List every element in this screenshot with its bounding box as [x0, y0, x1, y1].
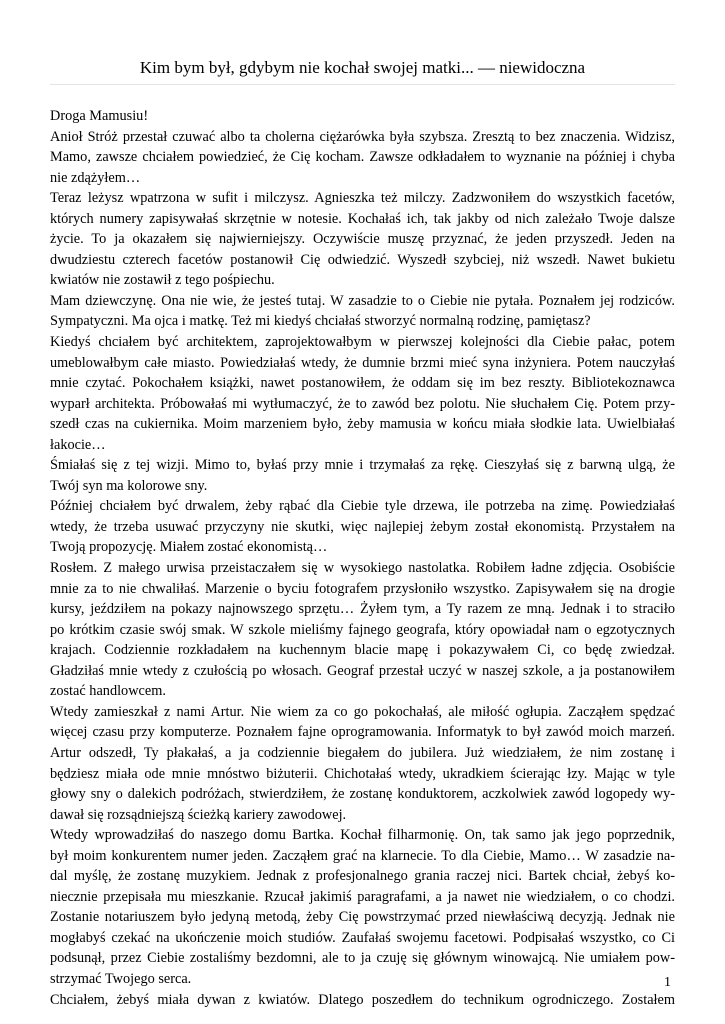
- text-line: umeblowałbym całe miasto. Powiedziałaś wtedy, że dumnie brzmi mieć syna inżyniera. Potem nauczyłaś: [50, 354, 675, 371]
- text-line: Anioł Stróż przestał czuwać albo ta cholerna ciężarówka była szybsza. Zresztą to bez znaczenia. Widzisz,: [50, 128, 675, 145]
- text-line: łakocie…: [50, 436, 106, 453]
- text-line: Mam dziewczynę. Ona nie wie, że jesteś tutaj. W zasadzie to o Ciebie nie pytała. Poznałem jej rodziców.: [50, 292, 675, 309]
- text-line: Gładziłaś mnie wtedy z czułością po włosach. Geograf przestał uczyć w naszej szkole, a ja postanowiłem: [50, 662, 675, 679]
- page-header-title: Kim bym był, gdybym nie kochał swojej matki... — niewidoczna: [139, 58, 586, 77]
- text-line: dal myślę, że zostanę muzykiem. Jednak z profesjonalnego grania raczej nici. Bartek chciał, żebyś ko-: [50, 868, 675, 885]
- text-line: Zostanie notariuszem było jedyną metodą, żeby Cię powstrzymać przed niewłaściwą decyzją. Jednak nie: [50, 909, 675, 926]
- text-line: Wtedy zamieszkał z nami Artur. Nie wiem za co go pokochałaś, ale miłość ogłupia. Zacząłem spędzać: [50, 703, 675, 720]
- text-line: mogłabyś czekać na ukończenie moich studiów. Zaufałaś swojemu facetowi. Podpisałaś wszystko, co Ci: [50, 929, 675, 946]
- text-line: Mamo, zawsze chciałem powiedzieć, że Cię kocham. Zawsze odkładałem to wyznanie na później i chyba: [50, 149, 675, 166]
- text-line: strzymać Twojego serca.: [50, 970, 192, 987]
- text-line: będziesz miała ode mnie mnóstwo biżuterii. Chichotałaś wtedy, ukradkiem ścierając łzy. Mając w tyle: [50, 765, 675, 782]
- text-line: Teraz leżysz wpatrzona w sufit i milczysz. Agnieszka też milczy. Zadzwoniłem do wszystkich facetów,: [50, 190, 675, 207]
- text-line: dawał się rozsądniejszą ścieżką kariery zawodowej.: [50, 806, 347, 823]
- text-line: kursy, jeździłem na pokazy najnowszego sprzętu… Żyłem tym, a Ty razem ze mną. Jednak i to straciło: [50, 601, 675, 618]
- text-line: po krótkim czasie swój smak. W szkole mieliśmy fajnego geografa, który opowiadał nam o egzotycznych: [50, 621, 675, 638]
- text-line: szedł czas na cukiernika. Moim marzeniem było, żeby mamusia w końcu miała słodkie lata. Uwielbiałaś: [50, 416, 675, 433]
- text-line: wtedy, że trzeba usuwać przyczyny nie skutki, więc najlepiej żebym został ekonomistą. Przystałem na: [50, 518, 675, 535]
- text-line: życie. To ja okazałem się najwierniejszy. Oczywiście muszę przyznać, że jeden przyszedł. Jeden na: [50, 231, 675, 248]
- letter-body: [50, 106, 675, 1010]
- text-line: podsunął, przez Ciebie zostaliśmy bezdomni, ale to ja czuję się głównym winowajcą. Nie umiałem pow-: [50, 950, 675, 967]
- text-line: Śmiałaś się z tej wizji. Mimo to, byłaś przy mnie i trzymałaś za rękę. Cieszyłaś się z barwną ulgą, że: [50, 457, 675, 474]
- page-number: 1: [664, 975, 671, 990]
- text-line: Chciałem, żebyś miała dywan z kwiatów. Dlatego poszedłem do technikum ogrodniczego. Zostałem: [50, 991, 675, 1008]
- text-line: niecznie przepisała mu mieszkanie. Rzucał jakimiś paragrafami, a ja nawet nie wiedziałem, o co chodzi.: [50, 888, 675, 905]
- text-line: dwudziestu czterech facetów postanowił Cię odwiedzić. Wyszedł szybciej, niż wszedł. Nawet bukietu: [50, 251, 675, 268]
- text-line: zostać handlowcem.: [50, 683, 166, 700]
- text-line: Kiedyś chciałem być architektem, zaprojektowałbym w pierwszej kolejności dla Ciebie pałac, potem: [50, 334, 675, 351]
- text-line: mnie czytać. Pokochałem książki, nawet postanowiłem, że oddam się im bez reszty. Bibliotekoznawca: [50, 375, 675, 392]
- text-line: Później chciałem być drwalem, żeby rąbać dla Ciebie tyle drzewa, ile potrzeba na zimę. Powiedziałaś: [50, 498, 675, 515]
- text-line: Rosłem. Z małego urwisa przeistaczałem się w wysokiego nastolatka. Robiłem ładne zdjęcia. Osobiście: [50, 560, 675, 577]
- text-line: krajach. Codziennie rozkładałem na kuchennym blacie mapę i pokazywałem Ci, co będę zwiedzał.: [50, 642, 675, 659]
- text-line: nie zdążyłem…: [50, 169, 141, 186]
- text-line: Droga Mamusiu!: [50, 108, 149, 124]
- text-line: był moim konkurentem numer jeden. Zacząłem grać na klarnecie. To dla Ciebie, Mamo… W zasadzie na-: [50, 847, 675, 864]
- text-line: Sympatyczni. Ma ojca i matkę. Też mi kiedyś chciałaś stworzyć normalną rodzinę, pamiętasz?: [50, 313, 591, 330]
- text-line: Wtedy wprowadziłaś do naszego domu Bartka. Kochał filharmonię. On, tak samo jak jego poprzednik,: [50, 827, 675, 844]
- text-line: wyparł architekta. Próbowałaś mi wytłumaczyć, że to zawód bez polotu. Nie słuchałem Cię. Potem przy-: [50, 395, 675, 412]
- text-line: kwiatów nie zostawił z tego pośpiechu.: [50, 272, 275, 289]
- text-line: głowy sny o dalekich podróżach, stwierdziłem, że zostanę konduktorem, aczkolwiek zawód logopedy wy-: [50, 786, 675, 803]
- text-line: więcej czasu przy komputerze. Poznałem fajne oprogramowania. Informatyk to był zawód moich marzeń.: [50, 724, 675, 741]
- header-divider: [50, 84, 675, 85]
- text-line: mnie za to nie chwaliłaś. Marzenie o byciu fotografem przysłoniło wszystko. Zapisywałem się na drogie: [50, 580, 675, 597]
- text-line: których numery zapisywałaś skrzętnie w notesie. Kochałaś ich, tak jakby od nich zależało Twoje dalsze: [50, 210, 675, 227]
- text-line: Twoją propozycję. Miałem zostać ekonomistą…: [50, 539, 328, 556]
- text-line: Artur odszedł, Ty płakałaś, a ja codziennie biegałem do jubilera. Już wiedziałem, że nim zostanę i: [50, 744, 675, 761]
- text-line: Twój syn ma kolorowe sny.: [50, 477, 208, 494]
